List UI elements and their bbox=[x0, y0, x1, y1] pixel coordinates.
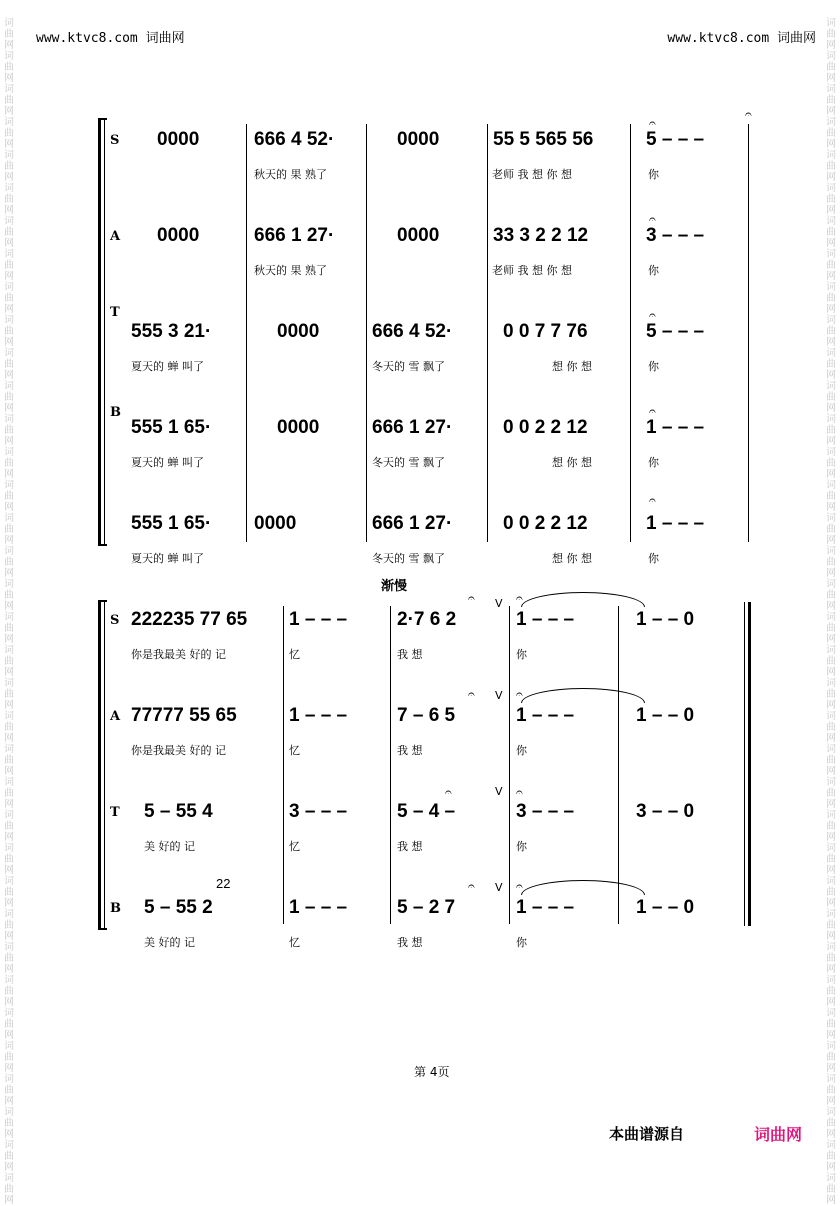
s1-tenor-m3: 666 4 52· bbox=[372, 321, 453, 342]
s2-tenor-lyric-m2: 忆 bbox=[289, 840, 300, 853]
s2-tenor-lyric-m1: 美 好的 记 bbox=[144, 840, 195, 853]
s1-tenor-lyric-m1: 夏天的 蝉 叫了 bbox=[131, 360, 204, 373]
fermata-icon: 𝄐 bbox=[468, 591, 475, 605]
part-label-bass: B bbox=[110, 901, 121, 916]
s2-alto-m2: 1 – – – bbox=[289, 705, 348, 726]
s1-soprano-lyric-m2: 秋天的 果 熟了 bbox=[254, 168, 327, 181]
watermark-right: 词曲网词曲网词曲网词曲网词曲网词曲网词曲网词曲网词曲网词曲网词曲网词曲网词曲网词曲网词曲网词曲网词曲网词曲网词曲网词曲网词曲网词曲网词曲网词曲网词曲网词曲网词曲网词曲网词曲网词曲网词曲网词曲网词曲网词曲网词曲网词曲网 bbox=[826, 18, 836, 1206]
s1-tenor-m1: 555 3 21· bbox=[131, 321, 212, 342]
s1-alto-m3: 0000 bbox=[397, 225, 440, 246]
breath-mark: V bbox=[495, 689, 503, 702]
s1-alto-m2: 666 1 27· bbox=[254, 225, 335, 246]
fermata-icon: 𝄐 bbox=[516, 785, 523, 799]
s1-tenor-lyric-m4: 想 你 想 bbox=[552, 360, 592, 373]
s2-soprano-lyric-m4: 你 bbox=[516, 648, 527, 661]
s1-tenor-m4: 0 0 7 7 76 bbox=[503, 321, 588, 342]
s1-bass2-lyric-m3: 冬天的 雪 飘了 bbox=[372, 552, 445, 565]
s2-alto-lyric-m2: 忆 bbox=[289, 744, 300, 757]
s1-tenor-lyric-m5: 你 bbox=[648, 360, 659, 373]
part-label-tenor: T bbox=[110, 305, 120, 320]
header-site-left: www.ktvc8.com 词曲网 bbox=[36, 31, 185, 46]
s1-bass-lyric-m1: 夏天的 蝉 叫了 bbox=[131, 456, 204, 469]
s2-soprano-m4: 1 – – – bbox=[516, 609, 575, 630]
s1-bass2-lyric-m1: 夏天的 蝉 叫了 bbox=[131, 552, 204, 565]
s1-alto-lyric-m4: 老师 我 想 你 想 bbox=[492, 264, 572, 277]
s2-bass-m4: 1 – – – bbox=[516, 897, 575, 918]
s1-soprano-m1: 0000 bbox=[157, 129, 200, 150]
breath-mark: V bbox=[495, 785, 503, 798]
s1-bass-m4: 0 0 2 2 12 bbox=[503, 417, 588, 438]
s2-soprano-m1: 222235 77 65 bbox=[131, 609, 248, 630]
s1-bass-lyric-m4: 想 你 想 bbox=[552, 456, 592, 469]
s2-soprano-lyric-m1: 你是我最美 好的 记 bbox=[131, 648, 226, 661]
s1-bass-lyric-m5: 你 bbox=[648, 456, 659, 469]
s1-tenor-m5: 5 – – – bbox=[646, 321, 705, 342]
s1-alto-lyric-m5: 你 bbox=[648, 264, 659, 277]
s2-bass-m1: 5 – 55 2 bbox=[144, 897, 213, 918]
s1-bass2-m5: 1 – – – bbox=[646, 513, 705, 534]
s2-alto-m4: 1 – – – bbox=[516, 705, 575, 726]
site-logo[interactable]: 词曲网 bbox=[754, 1125, 803, 1144]
fermata-icon: 𝄐 bbox=[468, 879, 475, 893]
fermata-icon: 𝄐 bbox=[516, 687, 523, 701]
s2-alto-lyric-m1: 你是我最美 好的 记 bbox=[131, 744, 226, 757]
s1-bass-m5: 1 – – – bbox=[646, 417, 705, 438]
part-label-alto: A bbox=[110, 229, 121, 244]
part-label-alto: A bbox=[110, 709, 121, 724]
fermata-icon: 𝄐 bbox=[468, 687, 475, 701]
fermata-icon: 𝄐 bbox=[649, 308, 656, 322]
fermata-icon: 𝄐 bbox=[649, 493, 656, 507]
s2-soprano-lyric-m3: 我 想 bbox=[397, 648, 423, 661]
s2-soprano-m2: 1 – – – bbox=[289, 609, 348, 630]
s1-alto-lyric-m2: 秋天的 果 熟了 bbox=[254, 264, 327, 277]
s2-tenor-lyric-m4: 你 bbox=[516, 840, 527, 853]
fermata-icon: 𝄐 bbox=[649, 404, 656, 418]
s1-bass-m3: 666 1 27· bbox=[372, 417, 453, 438]
s1-bass2-lyric-m5: 你 bbox=[648, 552, 659, 565]
part-label-soprano: S bbox=[110, 133, 120, 148]
s2-bass-lyric-m2: 忆 bbox=[289, 936, 300, 949]
s2-bass-m3: 5 – 2 7 bbox=[397, 897, 456, 918]
s2-alto-lyric-m4: 你 bbox=[516, 744, 527, 757]
s1-bass-m1: 555 1 65· bbox=[131, 417, 212, 438]
s2-tenor-m3: 5 – 4 – bbox=[397, 801, 456, 822]
s2-tenor-m1: 5 – 55 4 bbox=[144, 801, 213, 822]
fermata-icon: 𝄐 bbox=[745, 107, 752, 121]
s1-alto-m5: 3 – – – bbox=[646, 225, 705, 246]
s2-bass-lyric-m1: 美 好的 记 bbox=[144, 936, 195, 949]
s2-tenor-lyric-m3: 我 想 bbox=[397, 840, 423, 853]
s1-bass-m2: 0000 bbox=[277, 417, 320, 438]
fermata-icon: 𝄐 bbox=[649, 212, 656, 226]
s1-bass2-m4: 0 0 2 2 12 bbox=[503, 513, 588, 534]
part-label-soprano: S bbox=[110, 613, 120, 628]
s2-bass-m2: 1 – – – bbox=[289, 897, 348, 918]
s1-bass2-m1: 555 1 65· bbox=[131, 513, 212, 534]
s2-alto-m3: 7 – 6 5 bbox=[397, 705, 456, 726]
fermata-icon: 𝄐 bbox=[516, 879, 523, 893]
s1-soprano-lyric-m4: 老师 我 想 你 想 bbox=[492, 168, 572, 181]
page-number: 第 4页 bbox=[414, 1065, 450, 1079]
s1-bass2-lyric-m4: 想 你 想 bbox=[552, 552, 592, 565]
fermata-icon: 𝄐 bbox=[649, 116, 656, 130]
s1-bass2-m2: 0000 bbox=[254, 513, 297, 534]
s1-bass2-m3: 666 1 27· bbox=[372, 513, 453, 534]
source-label: 本曲谱源自 bbox=[609, 1125, 685, 1143]
s1-soprano-m5: 5 – – – bbox=[646, 129, 705, 150]
part-label-bass: B bbox=[110, 405, 121, 420]
s2-tenor-m4: 3 – – – bbox=[516, 801, 575, 822]
s1-soprano-lyric-m5: 你 bbox=[648, 168, 659, 181]
s1-soprano-m3: 0000 bbox=[397, 129, 440, 150]
s2-bass-lyric-m3: 我 想 bbox=[397, 936, 423, 949]
part-label-tenor: T bbox=[110, 805, 120, 820]
s1-soprano-m4: 55 5 565 56 bbox=[493, 129, 594, 150]
s2-alto-m1: 77777 55 65 bbox=[131, 705, 237, 726]
s2-tenor-m5: 3 – – 0 bbox=[636, 801, 695, 822]
fermata-icon: 𝄐 bbox=[516, 591, 523, 605]
s2-alto-lyric-m3: 我 想 bbox=[397, 744, 423, 757]
s1-alto-m1: 0000 bbox=[157, 225, 200, 246]
s2-bass-lyric-m4: 你 bbox=[516, 936, 527, 949]
s1-tenor-m2: 0000 bbox=[277, 321, 320, 342]
breath-mark: V bbox=[495, 597, 503, 610]
s2-soprano-m5: 1 – – 0 bbox=[636, 609, 695, 630]
header-site-right: www.ktvc8.com 词曲网 bbox=[667, 31, 816, 46]
s1-soprano-m2: 666 4 52· bbox=[254, 129, 335, 150]
s1-bass-lyric-m3: 冬天的 雪 飘了 bbox=[372, 456, 445, 469]
s2-alto-m5: 1 – – 0 bbox=[636, 705, 695, 726]
fermata-icon: 𝄐 bbox=[445, 785, 452, 799]
watermark-left: 词曲网词曲网词曲网词曲网词曲网词曲网词曲网词曲网词曲网词曲网词曲网词曲网词曲网词曲网词曲网词曲网词曲网词曲网词曲网词曲网词曲网词曲网词曲网词曲网词曲网词曲网词曲网词曲网词曲网词曲网词曲网词曲网词曲网词曲网词曲网词曲网 bbox=[4, 18, 14, 1206]
tempo-mark: 渐慢 bbox=[381, 579, 408, 594]
s1-tenor-lyric-m3: 冬天的 雪 飘了 bbox=[372, 360, 445, 373]
s1-alto-m4: 33 3 2 2 12 bbox=[493, 225, 589, 246]
s2-soprano-lyric-m2: 忆 bbox=[289, 648, 300, 661]
s2-bass-m5: 1 – – 0 bbox=[636, 897, 695, 918]
breath-mark: V bbox=[495, 881, 503, 894]
s2-tenor-m2: 3 – – – bbox=[289, 801, 348, 822]
s2-soprano-m3: 2·7 6 2 bbox=[397, 609, 457, 630]
s2-bass-upper-notes: 22 bbox=[216, 876, 231, 891]
slur bbox=[521, 592, 645, 607]
